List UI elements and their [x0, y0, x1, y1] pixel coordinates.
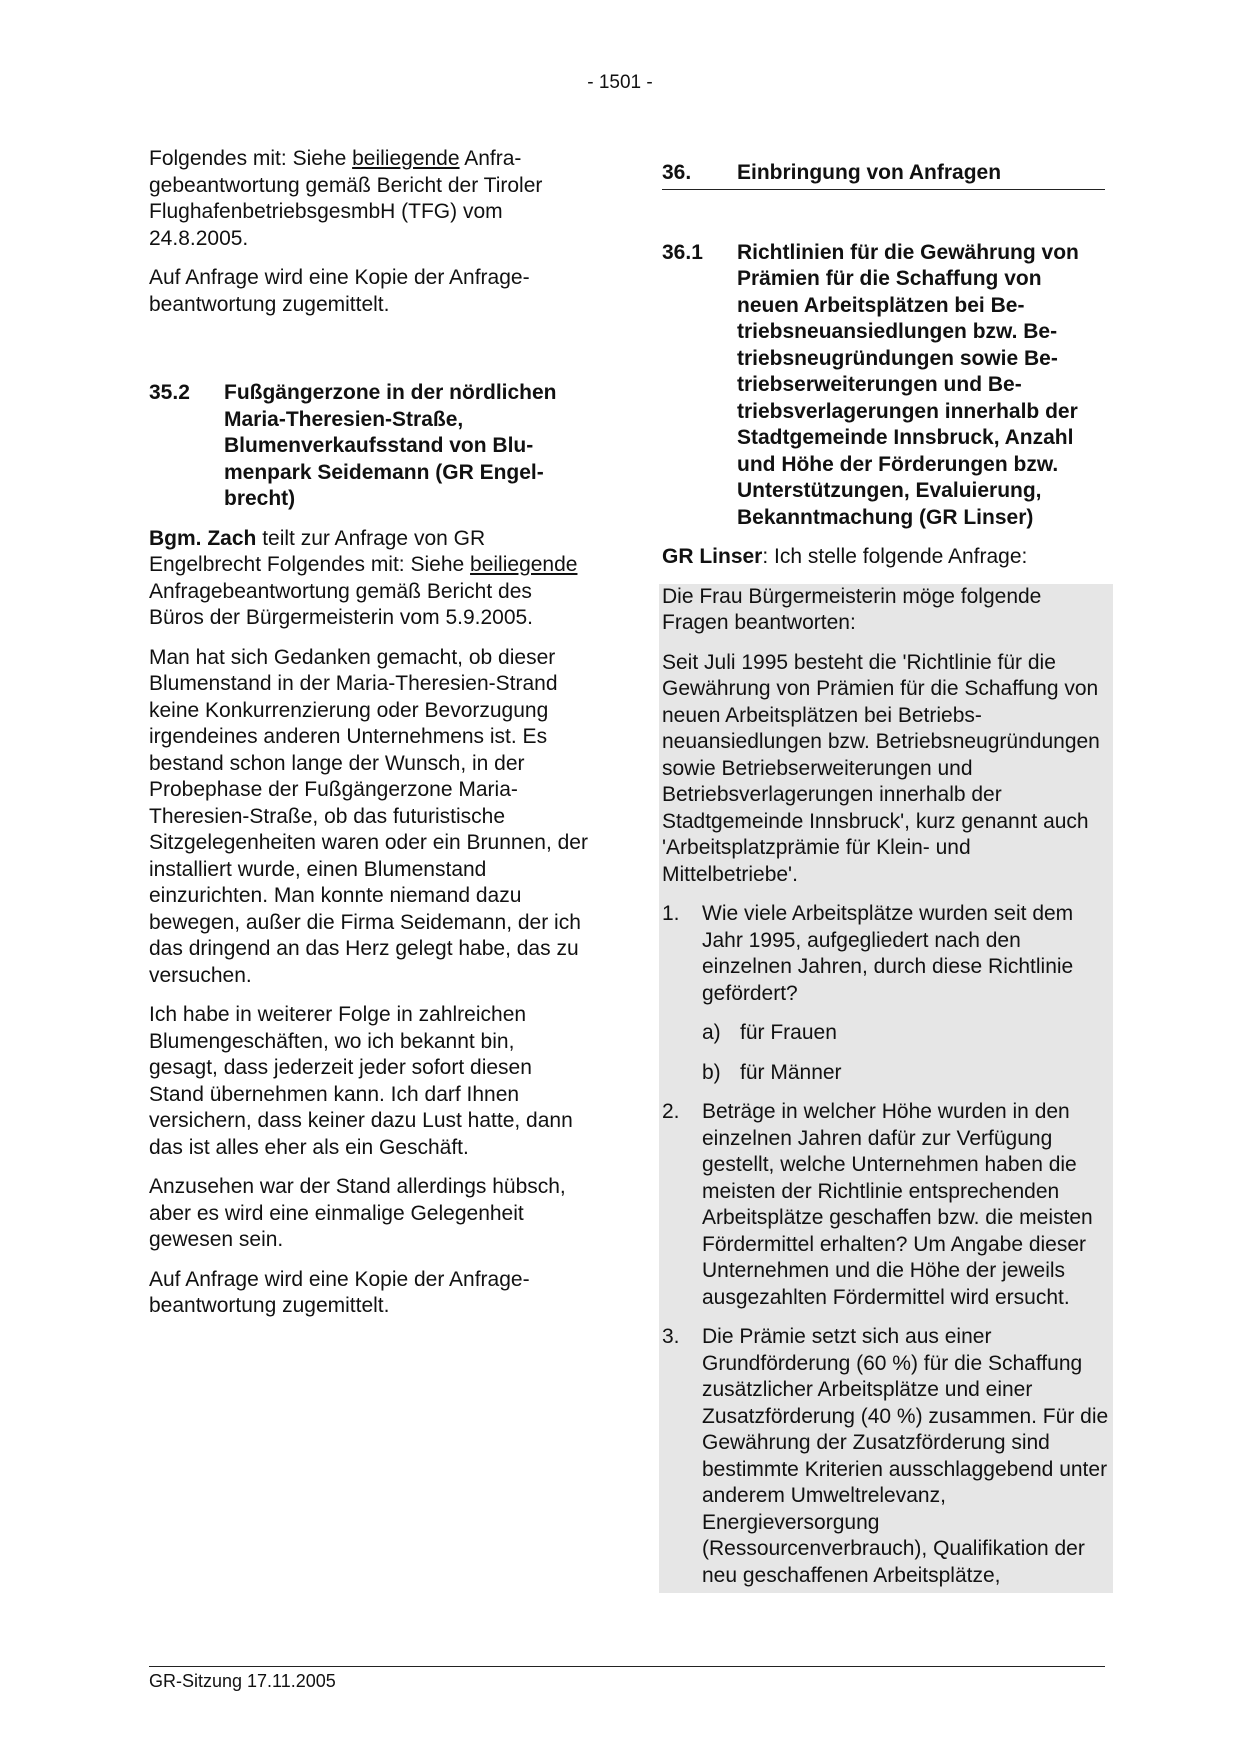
- question-list: [662, 901, 1110, 1589]
- question-number: 2.: [662, 1100, 680, 1123]
- sub-question-letter: b): [702, 1060, 721, 1084]
- footer-session-date: GR-Sitzung 17.11.2005: [149, 1671, 336, 1691]
- speaker-name: Bgm. Zach: [149, 526, 257, 550]
- section-title: Fußgängerzone in der nördlichen Maria-Theresien-Straße, Blumenverkaufsstand von Blumenpark Seidemann (GR Engelbrecht): [224, 381, 557, 510]
- question-number: 1.: [662, 902, 680, 925]
- paragraph-statement-3: Anzusehen war der Stand allerdings hübsch, aber es wird eine einmalige Gelegenheit gewesen sein.: [149, 1175, 566, 1251]
- section-title: Richtlinien für die Gewährung von Prämien für die Schaffung von neuen Arbeitsplätzen bei Betriebsneuansiedlungen bzw. Betriebsneugründungen sowie Betriebserweiterungen und Betriebsverlagerungen innerhalb der Stadtgemeinde Innsbruck, Anzahl und Höhe der Förderungen bzw. Unterstützungen, Evaluierung, Bekanntmachung (GR Linser): [737, 240, 1079, 529]
- inquiry-paragraph-2: Seit Juli 1995 besteht die 'Richtlinie für die Gewährung von Prämien für die Schaffung von neuen Arbeitsplätzen bei Betriebsneuansiedlungen bzw. Betriebsneugründungen sowie Betriebserweiterungen und Betriebsverlagerungen innerhalb der Stadtgemeinde Innsbruck', kurz genannt auch 'Arbeitsplatzprämie für Klein- und Mittelbetriebe'.: [662, 650, 1100, 886]
- text: Folgendes mit: Siehe: [149, 147, 353, 170]
- section-heading-36-1: [662, 240, 1105, 532]
- section-heading-36: [662, 160, 1105, 190]
- paragraph-bgm-answer: [149, 526, 589, 632]
- question-number: 3.: [662, 1325, 680, 1348]
- page-number: - 1501 -: [587, 72, 653, 93]
- underlined-word: beiliegende: [470, 553, 578, 576]
- paragraph-intro: [662, 544, 1105, 571]
- footer-divider: [149, 1666, 1105, 1667]
- text: teilt zur Anfrage von GR Engelbrecht Folgendes mit: Siehe: [149, 526, 486, 576]
- left-column: [149, 146, 589, 1333]
- section-number: 35.2: [149, 381, 190, 404]
- text: Anfragebeantwortung gemäß Bericht des Büros der Bürgermeisterin vom 5.9.2005.: [149, 579, 534, 629]
- question-text: Beträge in welcher Höhe wurden in den einzelnen Jahren dafür zur Verfügung gestellt, welche Unternehmen haben die meisten der Richtlinie entsprechenden Arbeitsplätze geschaffen bzw. die meisten Fördermittel erhalten? Um Angabe dieser Unternehmen und die Höhe der jeweils ausgezahlten Fördermittel wird ersucht.: [702, 1100, 1093, 1309]
- question-text: Die Prämie setzt sich aus einer Grundförderung (60 %) für die Schaffung zusätzlicher Arbeitsplätze und einer Zusatzförderung (40 %) zusammen. Für die Gewährung der Zusatzförderung sind bestimmte Kriterien ausschlaggebend unter anderem Umweltrelevanz, Energieversorgung (Ressourcenverbrauch), Qualifikation der neu geschaffenen Arbeitsplätze,: [702, 1325, 1109, 1587]
- paragraph-statement-2: Ich habe in weiterer Folge in zahlreichen Blumengeschäften, wo ich bekannt bin, gesagt, dass jederzeit jeder sofort diesen Stand übernehmen kann. Ich darf Ihnen versichern, dass keiner dazu Lust hatte, dann das ist alles eher als ein Geschäft.: [149, 1003, 573, 1159]
- question-item: [662, 1324, 1110, 1589]
- question-item: [662, 901, 1110, 1086]
- sub-question-text: für Männer: [740, 1060, 842, 1084]
- sub-question: [702, 1020, 1110, 1047]
- paragraph-copy-note-2: Auf Anfrage wird eine Kopie der Anfragebeantwortung zugemittelt.: [149, 1267, 530, 1317]
- question-text: Wie viele Arbeitsplätze wurden seit dem Jahr 1995, aufgegliedert nach den einzelnen Jahren, durch diese Richtlinie gefördert?: [702, 902, 1074, 1005]
- section-heading-35-2: [149, 380, 589, 513]
- speaker-name: GR Linser: [662, 545, 763, 568]
- underlined-word: beiliegende: [352, 147, 460, 170]
- question-item: [662, 1099, 1110, 1311]
- inquiry-paragraph-1: Die Frau Bürgermeisterin möge folgende Fragen beantworten:: [662, 584, 1042, 634]
- section-number: 36.1: [662, 240, 703, 264]
- section-number: 36.: [662, 161, 692, 184]
- text: : Ich stelle folgende Anfrage:: [762, 545, 1028, 568]
- text: Anfragebeantwortung gemäß Bericht der Tiroler FlughafenbetriebsgesmbH (TFG) vom 24.8.2005.: [149, 147, 543, 250]
- paragraph-tfg-answer: [149, 146, 589, 252]
- paragraph-statement-1: Man hat sich Gedanken gemacht, ob dieser Blumenstand in der Maria-Theresien-Strand keine Konkurrenzierung oder Bevorzugung irgendeines anderen Unternehmens ist. Es bestand schon lange der Wunsch, in der Probephase der Fußgängerzone Maria-Theresien-Straße, ob das futuristische Sitzgelegenheiten waren oder ein Brunnen, der installiert wurde, einen Blumenstand einzurichten. Man konnte niemand dazu bewegen, außer die Firma Seidemann, der ich das dringend an das Herz gelegt habe, das zu versuchen.: [149, 645, 588, 987]
- inquiry-box: [659, 584, 1113, 1594]
- sub-question-letter: a): [702, 1021, 721, 1044]
- paragraph-copy-note: Auf Anfrage wird eine Kopie der Anfragebeantwortung zugemittelt.: [149, 266, 530, 316]
- right-column: [662, 160, 1109, 1593]
- sub-question-text: für Frauen: [740, 1021, 837, 1044]
- section-title: Einbringung von Anfragen: [737, 161, 1002, 184]
- sub-question: [702, 1060, 1110, 1087]
